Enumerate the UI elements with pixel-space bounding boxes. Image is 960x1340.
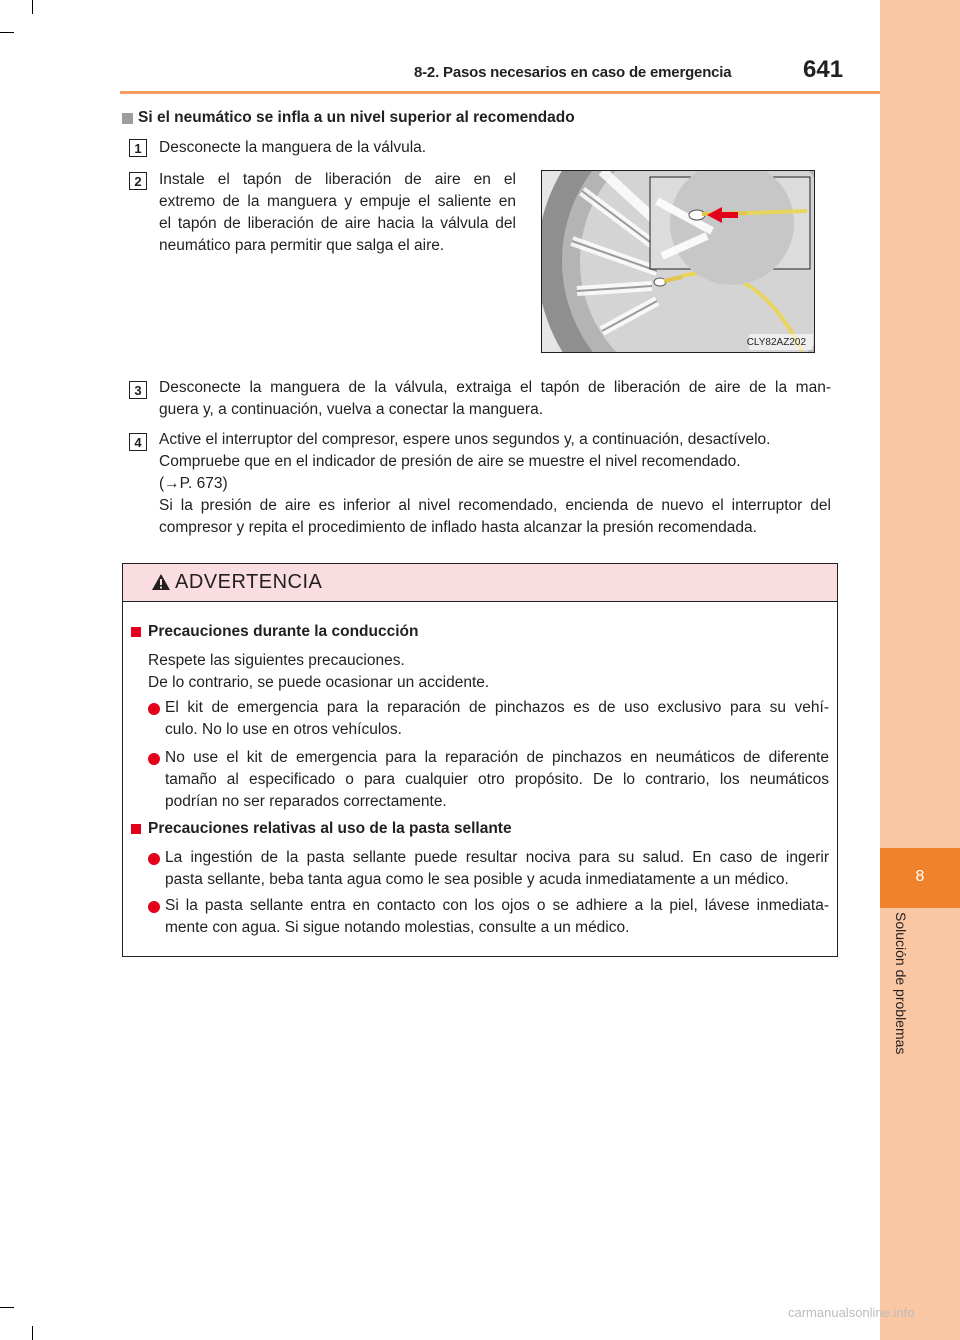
bullet-line: La ingestión de la pasta sellante puede resultar nociva para su salud. En caso de ingerir: [165, 849, 829, 866]
bullet-line: Si la pasta sellante entra en contacto con los ojos o se adhiere a la piel, lávese inmediata-: [165, 897, 829, 914]
red-bullet-icon: [148, 753, 160, 765]
warning-bullet: [165, 697, 829, 741]
step-line: compresor y repita el procedimiento de inflado hasta alcanzar la presión recomendada.: [159, 519, 757, 536]
warning-subheading: [131, 623, 418, 641]
chapter-side-strip: [880, 0, 960, 1340]
step-line: Si la presión de aire es inferior al nivel recomendado, encienda de nuevo el interruptor del: [159, 497, 831, 514]
tire-wheel-illustration: [542, 171, 815, 353]
step-number: 3: [129, 381, 147, 399]
bullet-line: mente con agua. Si sigue notando molestias, consulte a un médico.: [165, 919, 630, 936]
warning-bullet: [165, 747, 829, 813]
step-line: Instale el tapón de liberación de aire en el: [159, 171, 516, 188]
chapter-label: Solución de problemas: [893, 912, 909, 1055]
step-line: Compruebe que en el indicador de presión de aire se muestre el nivel recomendado.: [159, 453, 741, 470]
warning-subheading-text: Precauciones durante la conducción: [148, 623, 419, 640]
crop-mark: [32, 1326, 33, 1340]
page-number: 641: [803, 56, 844, 83]
step-text: [159, 169, 516, 257]
step-number: 1: [129, 139, 147, 157]
warning-bullet: [165, 847, 829, 891]
square-bullet-icon: [122, 113, 133, 124]
red-bullet-icon: [148, 703, 160, 715]
warning-bullet: [165, 895, 829, 939]
step-line: Active el interruptor del compresor, espere unos segundos y, a continuación, desactívelo.: [159, 431, 771, 448]
warning-intro-line: De lo contrario, se puede ocasionar un accidente.: [148, 674, 490, 691]
warning-triangle-icon: [151, 573, 171, 591]
step-number: 2: [129, 172, 147, 190]
step-text: [159, 377, 831, 421]
crop-mark: [0, 1307, 14, 1308]
warning-subheading: [131, 820, 512, 838]
red-bullet-icon: [148, 853, 160, 865]
subheading: [122, 109, 575, 127]
red-bullet-icon: [148, 901, 160, 913]
bullet-line: podrían no ser reparados correctamente.: [165, 793, 447, 810]
header-rule: [120, 91, 880, 94]
step-line: Desconecte la manguera de la válvula.: [159, 139, 427, 156]
bullet-line: pasta sellante, beba tanta agua como le sea posible y acuda inmediatamente a un médico.: [165, 871, 789, 888]
warning-intro-line: Respete las siguientes precauciones.: [148, 652, 405, 669]
chapter-number: 8: [915, 868, 925, 885]
step-line: el tapón de liberación de aire hacia la válvula del: [159, 215, 516, 232]
red-square-bullet-icon: [131, 824, 141, 834]
warning-subheading-text: Precauciones relativas al uso de la pasta sellante: [148, 820, 512, 837]
step-text: [159, 429, 831, 539]
step-line: guera y, a continuación, vuelva a conectar la manguera.: [159, 401, 544, 418]
bullet-line: No use el kit de emergencia para la reparación de pinchazos en neumáticos de diferente: [165, 749, 829, 766]
section-title: 8-2. Pasos necesarios en caso de emergencia: [414, 64, 732, 81]
subheading-text: Si el neumático se infla a un nivel superior al recomendado: [138, 109, 575, 126]
step-line: Desconecte la manguera de la válvula, extraiga el tapón de liberación de aire de la man-: [159, 379, 831, 396]
red-square-bullet-icon: [131, 627, 141, 637]
warning-intro: [148, 650, 489, 694]
tire-valve-illustration: [541, 170, 815, 353]
step-line: extremo de la manguera y empuje el saliente en: [159, 193, 516, 210]
figure-code: CLY82AZ202: [746, 337, 806, 348]
warning-title: ADVERTENCIA: [175, 571, 323, 593]
bullet-line: El kit de emergencia para la reparación de pinchazos es de uso exclusivo para su vehí-: [165, 699, 829, 716]
watermark: carmanualsonline.info: [788, 1305, 915, 1320]
bullet-line: culo. No lo use en otros vehículos.: [165, 721, 402, 738]
step-line: (→P. 673): [159, 475, 228, 492]
step-text: [159, 137, 426, 159]
crop-mark: [32, 0, 33, 14]
step-number: 4: [129, 433, 147, 451]
warning-header: [123, 564, 837, 602]
bullet-line: tamaño al especificado o para cualquier otro propósito. De lo contrario, los neumáticos: [165, 771, 829, 788]
crop-mark: [0, 32, 14, 33]
step-line: neumático para permitir que salga el aire.: [159, 237, 445, 254]
